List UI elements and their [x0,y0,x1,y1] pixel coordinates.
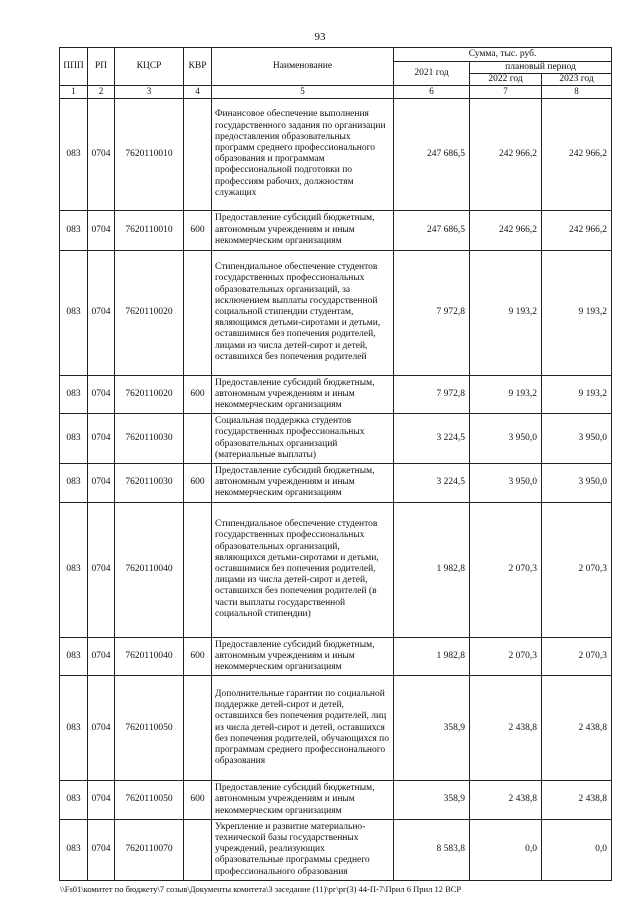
amount-2021-cell: 358,9 [394,781,470,820]
ppp-cell: 083 [60,414,88,464]
amount-2021-cell: 7 972,8 [394,375,470,414]
ppp-cell: 083 [60,210,88,250]
amount-2021-cell: 358,9 [394,676,470,781]
ppp-cell: 083 [60,98,88,210]
amount-2022-cell: 9 193,2 [470,375,542,414]
name-cell: Предоставление субсидий бюджетным, автономным учреждениям и иным некоммерческим организациям [212,781,394,820]
amount-2021-cell: 7 972,8 [394,250,470,375]
kcsr-cell: 7620110050 [115,676,184,781]
amount-2023-cell: 3 950,0 [542,414,612,464]
header-planned-period: плановый период [470,62,612,74]
name-cell: Предоставление субсидий бюджетным, автономным учреждениям и иным некоммерческим организациям [212,210,394,250]
header-sum: Сумма, тыс. руб. [394,48,612,62]
amount-2023-cell: 2 438,8 [542,676,612,781]
rp-cell: 0704 [88,210,115,250]
amount-2023-cell: 2 070,3 [542,637,612,676]
column-number: 5 [212,86,394,98]
amount-2023-cell: 242 966,2 [542,210,612,250]
amount-2023-cell: 0,0 [542,819,612,880]
column-number: 1 [60,86,88,98]
table-row [60,502,612,637]
ppp-cell: 083 [60,502,88,637]
header-year-2023: 2023 год [542,74,612,86]
amount-2023-cell: 9 193,2 [542,250,612,375]
table-row [60,375,612,414]
kvr-cell: 600 [184,210,212,250]
amount-2021-cell: 8 583,8 [394,819,470,880]
amount-2022-cell: 9 193,2 [470,250,542,375]
header-kcsr: КЦСР [115,48,184,86]
kcsr-cell: 7620110050 [115,781,184,820]
amount-2021-cell: 247 686,5 [394,210,470,250]
amount-2021-cell: 3 224,5 [394,464,470,503]
page-number: 93 [314,31,326,43]
kcsr-cell: 7620110020 [115,250,184,375]
header-year-2021: 2021 год [394,62,470,86]
header-name: Наименование [212,48,394,86]
kvr-cell: 600 [184,375,212,414]
rp-cell: 0704 [88,375,115,414]
name-cell: Дополнительные гарантии по социальной поддержке детей-сирот и детей, оставшихся без попечения родителей, лиц из числа детей-сирот и детей, оставшихся без попечения родителей, обучающихся по программам среднего профессионального образования [212,676,394,781]
amount-2022-cell: 2 070,3 [470,502,542,637]
table-row [60,676,612,781]
kvr-cell [184,819,212,880]
header-kvr: КВР [184,48,212,86]
table-row [60,637,612,676]
rp-cell: 0704 [88,464,115,503]
rp-cell: 0704 [88,502,115,637]
table-row [60,819,612,880]
table-row [60,210,612,250]
ppp-cell: 083 [60,819,88,880]
amount-2021-cell: 1 982,8 [394,637,470,676]
amount-2021-cell: 1 982,8 [394,502,470,637]
amount-2022-cell: 242 966,2 [470,210,542,250]
column-number: 7 [470,86,542,98]
ppp-cell: 083 [60,464,88,503]
kcsr-cell: 7620110020 [115,375,184,414]
amount-2023-cell: 2 070,3 [542,502,612,637]
ppp-cell: 083 [60,375,88,414]
kvr-cell [184,250,212,375]
column-number: 3 [115,86,184,98]
kvr-cell [184,414,212,464]
table-row [60,250,612,375]
name-cell: Стипендиальное обеспечение студентов государственных профессиональных образовательных организаций, являющихся детьми-сиротами и детьми, оставшимися без попечения родителей, лицами из числа детей-сирот и детей, оставшихся без попечения родителей (в части выплаты государственной социальной стипендии) [212,502,394,637]
amount-2021-cell: 3 224,5 [394,414,470,464]
ppp-cell: 083 [60,676,88,781]
amount-2021-cell: 247 686,5 [394,98,470,210]
amount-2022-cell: 2 438,8 [470,781,542,820]
name-cell: Социальная поддержка студентов государственных профессиональных образовательных организаций (материальные выплаты) [212,414,394,464]
header-ppp: ППП [60,48,88,86]
amount-2022-cell: 2 438,8 [470,676,542,781]
header-year-2022: 2022 год [470,74,542,86]
rp-cell: 0704 [88,819,115,880]
rp-cell: 0704 [88,414,115,464]
kvr-cell [184,502,212,637]
amount-2023-cell: 3 950,0 [542,464,612,503]
name-cell: Предоставление субсидий бюджетным, автономным учреждениям и иным некоммерческим организациям [212,464,394,503]
kcsr-cell: 7620110040 [115,502,184,637]
rp-cell: 0704 [88,781,115,820]
amount-2022-cell: 2 070,3 [470,637,542,676]
name-cell: Стипендиальное обеспечение студентов государственных профессиональных образовательных организаций, за исключением выплаты государственной социальной стипендии студентам, являющимся детьми-сиротами и детьми, оставшимися без попечения родителей, лицами из числа детей-сирот и детей, оставшихся без попечения родителей [212,250,394,375]
kcsr-cell: 7620110070 [115,819,184,880]
kvr-cell: 600 [184,781,212,820]
kcsr-cell: 7620110030 [115,414,184,464]
amount-2023-cell: 242 966,2 [542,98,612,210]
name-cell: Предоставление субсидий бюджетным, автономным учреждениям и иным некоммерческим организациям [212,375,394,414]
kvr-cell: 600 [184,637,212,676]
header-rp: РП [88,48,115,86]
rp-cell: 0704 [88,98,115,210]
table-row [60,414,612,464]
file-path-footer: \\Fs01\комитет по бюджету\7 созыв\Документы комитета\3 заседание (11)\рг\рг(3) 44-П-7\Прил 6 Прил 12 ВСР [60,884,462,894]
budget-table [59,47,612,881]
kcsr-cell: 7620110030 [115,464,184,503]
ppp-cell: 083 [60,250,88,375]
rp-cell: 0704 [88,250,115,375]
column-numbers-row [60,86,612,98]
column-number: 2 [88,86,115,98]
column-number: 4 [184,86,212,98]
amount-2023-cell: 9 193,2 [542,375,612,414]
kcsr-cell: 7620110010 [115,210,184,250]
kvr-cell [184,676,212,781]
amount-2023-cell: 2 438,8 [542,781,612,820]
kcsr-cell: 7620110010 [115,98,184,210]
ppp-cell: 083 [60,637,88,676]
kvr-cell: 600 [184,464,212,503]
kcsr-cell: 7620110040 [115,637,184,676]
amount-2022-cell: 0,0 [470,819,542,880]
name-cell: Предоставление субсидий бюджетным, автономным учреждениям и иным некоммерческим организациям [212,637,394,676]
amount-2022-cell: 3 950,0 [470,414,542,464]
amount-2022-cell: 242 966,2 [470,98,542,210]
kvr-cell [184,98,212,210]
column-number: 6 [394,86,470,98]
name-cell: Финансовое обеспечение выполнения государственного задания по организации предоставления образовательных программ среднего профессионального образования и программам профессиональной подготовки по профессиям рабочих, должностям служащих [212,98,394,210]
ppp-cell: 083 [60,781,88,820]
table-row [60,98,612,210]
rp-cell: 0704 [88,676,115,781]
name-cell: Укрепление и развитие материально-технической базы государственных учреждений, реализующих образовательные программы среднего профессионального образования [212,819,394,880]
table-row [60,781,612,820]
rp-cell: 0704 [88,637,115,676]
table-row [60,464,612,503]
amount-2022-cell: 3 950,0 [470,464,542,503]
column-number: 8 [542,86,612,98]
